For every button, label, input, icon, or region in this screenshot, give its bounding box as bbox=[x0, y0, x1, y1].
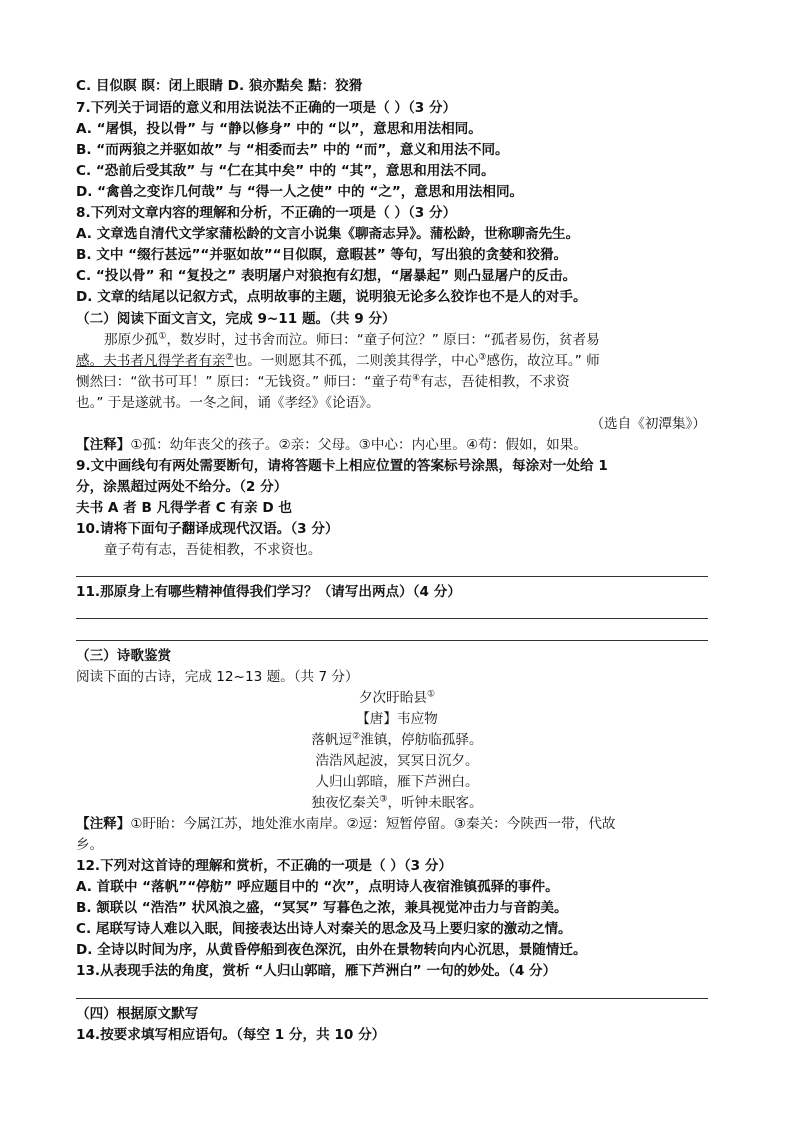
q6-options-cd: C. 目似瞑 瞑：闭上眼睛 D. 狼亦黠矣 黠：狡猾 bbox=[76, 78, 363, 94]
section-4-title: （四）根据原文默写 bbox=[76, 1006, 199, 1022]
poem-line-3: 人归山郭暗，雁下芦洲白。 bbox=[315, 774, 479, 790]
q12-option-d: D. 全诗以时间为序，从黄昏停船到夜色深沉，由外在景物转向内心沉思，景随情迁。 bbox=[76, 942, 587, 958]
answer-line[interactable] bbox=[76, 998, 708, 999]
section-3-title: （三）诗歌鉴赏 bbox=[76, 648, 172, 664]
q8-option-d: D. 文章的结尾以记叙方式，点明故事的主题，说明狼无论多么狡诈也不是人的对手。 bbox=[76, 289, 587, 305]
passage-notes: 【注释】①孤：幼年丧父的孩子。②亲：父母。③中心：内心里。④苟：假如，如果。 bbox=[76, 437, 587, 453]
q7-option-b: B. “而两狼之并驱如故” 与 “相委而去” 中的 “而”，意义和用法不同。 bbox=[76, 142, 509, 158]
poem-notes-1: 【注释】①盱眙：今属江苏，地处淮水南岸。②逗：短暂停留。③秦关：今陕西一带，代故 bbox=[76, 816, 616, 832]
passage-line-1: 那原少孤①，数岁时，过书舍而泣。师曰：“童子何泣？” 原曰：“孤者易伤，贫者易 bbox=[104, 331, 600, 348]
section-2-title: （二）阅读下面文言文，完成 9~11 题。（共 9 分） bbox=[76, 311, 396, 327]
q13-stem: 13.从表现手法的角度，赏析 “人归山郭暗，雁下芦洲白” 一句的妙处。（4 分） bbox=[76, 963, 557, 979]
poem-line-4: 独夜忆秦关③，听钟未眠客。 bbox=[311, 794, 483, 811]
q9-stem-1: 9.文中画线句有两处需要断句，请将答题卡上相应位置的答案标号涂黑，每涂对一处给 1 bbox=[76, 458, 608, 474]
q8-option-c: C. “投以骨” 和 “复投之” 表明屠户对狼抱有幻想，“屠暴起” 则凸显屠户的反击。 bbox=[76, 268, 577, 284]
passage-line-2: 感。夫书者凡得学者有亲②也。一则愿其不孤，二则羡其得学，中心③感伤，故泣耳。” 师 bbox=[76, 352, 600, 369]
q14-stem: 14.按要求填写相应语句。（每空 1 分，共 10 分） bbox=[76, 1027, 386, 1043]
q7-option-c: C. “恐前后受其敌” 与 “仁在其中矣” 中的 “其”，意思和用法不同。 bbox=[76, 163, 495, 179]
poem-line-2: 浩浩风起波，冥冥日沉夕。 bbox=[315, 753, 479, 769]
q7-option-a: A. “屠惧，投以骨” 与 “静以修身” 中的 “以”，意思和用法相同。 bbox=[76, 121, 482, 137]
q12-option-b: B. 颔联以 “浩浩” 状风浪之盛，“冥冥” 写暮色之浓，兼具视觉冲击力与音韵美。 bbox=[76, 900, 568, 916]
underlined-sentence: 感。夫书者凡得学者有亲② bbox=[76, 352, 234, 369]
poem-line-1: 落帆逗②淮镇，停舫临孤驿。 bbox=[311, 731, 483, 748]
poem-notes-2: 乡。 bbox=[76, 837, 104, 853]
q12-option-a: A. 首联中 “落帆”“停舫” 呼应题目中的 “次”，点明诗人夜宿淮镇孤驿的事件。 bbox=[76, 879, 559, 895]
section-3-intro: 阅读下面的古诗，完成 12~13 题。（共 7 分） bbox=[76, 669, 359, 685]
q7-stem: 7.下列关于词语的意义和用法说法不正确的一项是（ ）（3 分） bbox=[76, 100, 457, 116]
q8-stem: 8.下列对文章内容的理解和分析，不正确的一项是（ ）（3 分） bbox=[76, 205, 457, 221]
answer-line[interactable] bbox=[76, 640, 708, 641]
passage-line-3: 恻然曰：“欲书可耳！” 原曰：“无钱资。” 师曰：“童子苟④有志，吾徒相教，不求资 bbox=[76, 373, 570, 390]
q12-option-c: C. 尾联写诗人难以入眠，间接表达出诗人对秦关的思念及马上要归家的激动之情。 bbox=[76, 921, 572, 937]
q11-stem: 11.那原身上有哪些精神值得我们学习？（请写出两点）（4 分） bbox=[76, 584, 461, 600]
passage-line-4: 也。” 于是遂就书。一冬之间，诵《孝经》《论语》。 bbox=[76, 395, 380, 411]
q10-stem: 10.请将下面句子翻译成现代汉语。（3 分） bbox=[76, 521, 339, 537]
q9-stem-2: 分，涂黑超过两处不给分。（2 分） bbox=[76, 479, 288, 495]
q9-options: 夫书 A 者 B 凡得学者 C 有亲 D 也 bbox=[76, 500, 292, 516]
q7-option-d: D. “禽兽之变诈几何哉” 与 “得一人之使” 中的 “之”，意思和用法相同。 bbox=[76, 184, 524, 200]
poem-title: 夕次盱眙县① bbox=[358, 689, 436, 706]
passage-source: （选自《初潭集》） bbox=[590, 416, 706, 432]
q12-stem: 12.下列对这首诗的理解和赏析，不正确的一项是（ ）（3 分） bbox=[76, 858, 453, 874]
poem-author: 【唐】韦应物 bbox=[356, 711, 438, 727]
answer-line[interactable] bbox=[76, 576, 708, 577]
q10-sentence: 童子苟有志，吾徒相教，不求资也。 bbox=[104, 542, 322, 558]
q8-option-a: A. 文章选自清代文学家蒲松龄的文言小说集《聊斋志异》。蒲松龄，世称聊斋先生。 bbox=[76, 226, 580, 242]
answer-line[interactable] bbox=[76, 618, 708, 619]
q8-option-b: B. 文中 “缀行甚远”“并驱如故”“目似瞑，意暇甚” 等句，写出狼的贪婪和狡猾。 bbox=[76, 247, 568, 263]
